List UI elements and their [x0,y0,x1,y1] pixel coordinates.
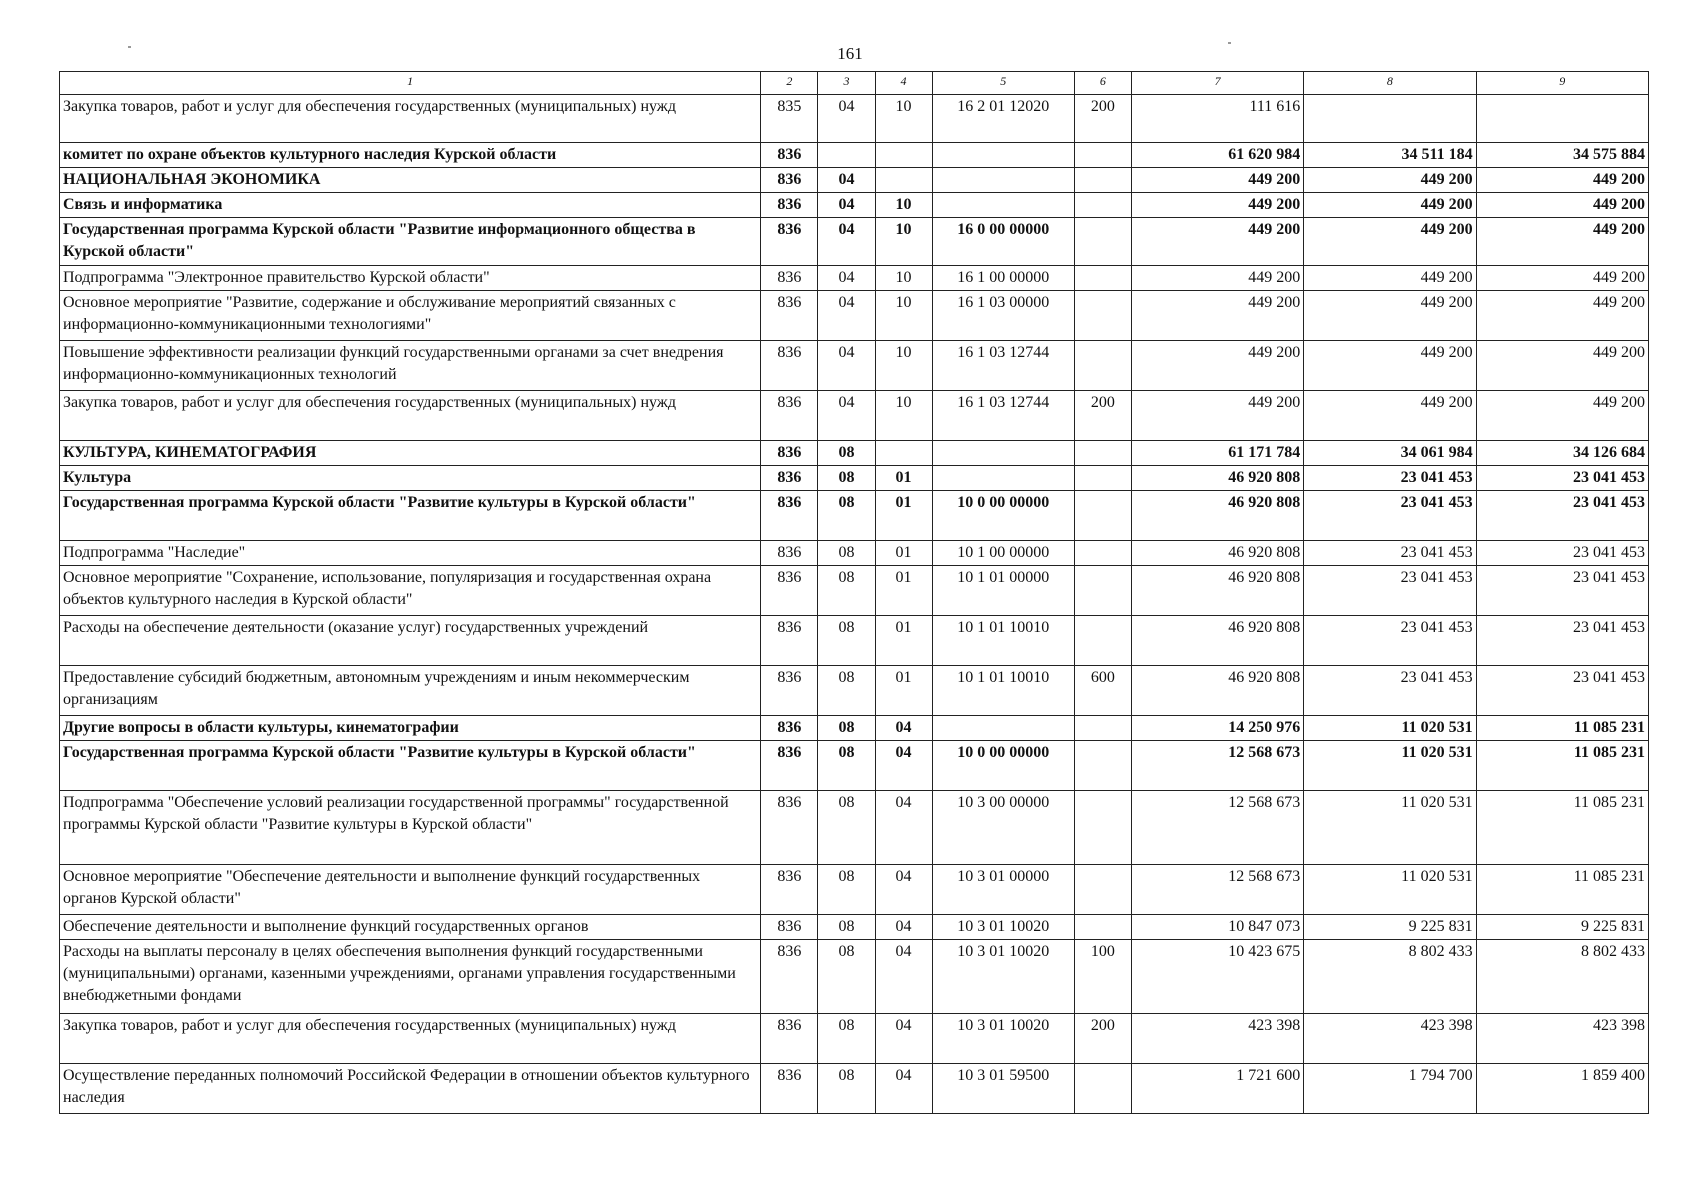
amount-col-9: 23 041 453 [1476,666,1648,716]
amount-col-9: 11 085 231 [1476,791,1648,865]
table-row [60,341,1649,391]
table-row [60,566,1649,616]
expense-type-code: 200 [1074,95,1131,143]
budget-table [59,71,1649,1114]
section-code: 04 [818,341,875,391]
subsection-code: 04 [875,865,932,915]
ministry-code: 836 [761,218,818,266]
amount-col-8: 23 041 453 [1304,566,1476,616]
amount-col-8: 23 041 453 [1304,616,1476,666]
expense-type-code [1074,266,1131,291]
ministry-code: 836 [761,791,818,865]
amount-col-9 [1476,95,1648,143]
section-code: 04 [818,291,875,341]
amount-col-9: 34 126 684 [1476,441,1648,466]
amount-col-7: 46 920 808 [1131,491,1303,541]
amount-col-8: 11 020 531 [1304,791,1476,865]
amount-col-8: 23 041 453 [1304,466,1476,491]
table-row [60,168,1649,193]
budget-item-name: Государственная программа Курской области "Развитие культуры в Курской области" [60,741,761,791]
ministry-code: 836 [761,1014,818,1064]
column-header: 4 [875,72,932,95]
table-row [60,441,1649,466]
ministry-code: 836 [761,291,818,341]
section-code: 04 [818,218,875,266]
amount-col-8: 11 020 531 [1304,741,1476,791]
section-code: 08 [818,940,875,1014]
table-row [60,193,1649,218]
amount-col-8: 8 802 433 [1304,940,1476,1014]
amount-col-9: 1 859 400 [1476,1064,1648,1114]
amount-col-9: 23 041 453 [1476,566,1648,616]
ministry-code: 836 [761,865,818,915]
ministry-code: 836 [761,466,818,491]
budget-item-name: Повышение эффективности реализации функций государственными органами за счет внедрения информационно-коммуникационных технологий [60,341,761,391]
target-article-code: 10 3 01 00000 [932,865,1074,915]
amount-col-8: 23 041 453 [1304,491,1476,541]
expense-type-code [1074,466,1131,491]
subsection-code: 04 [875,741,932,791]
budget-item-name: Государственная программа Курской области "Развитие культуры в Курской области" [60,491,761,541]
ministry-code: 836 [761,915,818,940]
expense-type-code [1074,566,1131,616]
subsection-code: 01 [875,566,932,616]
table-row [60,865,1649,915]
subsection-code: 04 [875,791,932,865]
subsection-code: 10 [875,193,932,218]
subsection-code: 01 [875,541,932,566]
table-row [60,266,1649,291]
table-row [60,940,1649,1014]
amount-col-9: 449 200 [1476,266,1648,291]
expense-type-code [1074,915,1131,940]
budget-item-name: Расходы на обеспечение деятельности (оказание услуг) государственных учреждений [60,616,761,666]
amount-col-7: 12 568 673 [1131,741,1303,791]
table-row [60,666,1649,716]
amount-col-7: 10 847 073 [1131,915,1303,940]
amount-col-9: 23 041 453 [1476,616,1648,666]
section-code: 08 [818,441,875,466]
section-code: 08 [818,541,875,566]
amount-col-8: 23 041 453 [1304,666,1476,716]
expense-type-code [1074,441,1131,466]
amount-col-8: 11 020 531 [1304,716,1476,741]
table-row [60,791,1649,865]
section-code: 08 [818,865,875,915]
target-article-code: 16 1 03 12744 [932,391,1074,441]
section-code: 08 [818,915,875,940]
budget-item-name: Связь и информатика [60,193,761,218]
amount-col-8: 449 200 [1304,168,1476,193]
subsection-code: 04 [875,1014,932,1064]
table-row [60,391,1649,441]
target-article-code [932,716,1074,741]
amount-col-9: 8 802 433 [1476,940,1648,1014]
target-article-code: 10 0 00 00000 [932,491,1074,541]
subsection-code: 04 [875,940,932,1014]
page-number: 161 [837,44,863,63]
subsection-code: 01 [875,666,932,716]
amount-col-8: 11 020 531 [1304,865,1476,915]
amount-col-8: 23 041 453 [1304,541,1476,566]
expense-type-code [1074,791,1131,865]
ministry-code: 836 [761,566,818,616]
table-row [60,1014,1649,1064]
ministry-code: 836 [761,541,818,566]
target-article-code: 10 1 00 00000 [932,541,1074,566]
budget-item-name: Основное мероприятие "Сохранение, использование, популяризация и государственная охрана объектов культурного наследия в Курской области" [60,566,761,616]
section-code: 08 [818,716,875,741]
amount-col-8: 449 200 [1304,218,1476,266]
amount-col-9: 23 041 453 [1476,541,1648,566]
target-article-code [932,466,1074,491]
budget-item-name: Государственная программа Курской области "Развитие информационного общества в Курской области" [60,218,761,266]
amount-col-8 [1304,95,1476,143]
budget-item-name: Основное мероприятие "Обеспечение деятельности и выполнение функций государственных органов Курской области" [60,865,761,915]
expense-type-code: 600 [1074,666,1131,716]
budget-item-name: комитет по охране объектов культурного наследия Курской области [60,143,761,168]
subsection-code: 04 [875,915,932,940]
amount-col-9: 23 041 453 [1476,491,1648,541]
subsection-code: 10 [875,341,932,391]
table-row [60,741,1649,791]
expense-type-code [1074,341,1131,391]
subsection-code: 10 [875,218,932,266]
expense-type-code [1074,143,1131,168]
table-row [60,1064,1649,1114]
subsection-code: 01 [875,616,932,666]
section-code [818,143,875,168]
amount-col-7: 10 423 675 [1131,940,1303,1014]
budget-item-name: НАЦИОНАЛЬНАЯ ЭКОНОМИКА [60,168,761,193]
budget-item-name: Подпрограмма "Наследие" [60,541,761,566]
budget-item-name: КУЛЬТУРА, КИНЕМАТОГРАФИЯ [60,441,761,466]
amount-col-9: 449 200 [1476,193,1648,218]
section-code: 08 [818,566,875,616]
budget-item-name: Предоставление субсидий бюджетным, автономным учреждениям и иным некоммерческим организациям [60,666,761,716]
column-header: 6 [1074,72,1131,95]
ministry-code: 836 [761,666,818,716]
amount-col-7: 46 920 808 [1131,566,1303,616]
table-row [60,143,1649,168]
amount-col-9: 11 085 231 [1476,741,1648,791]
table-row [60,218,1649,266]
expense-type-code [1074,193,1131,218]
expense-type-code [1074,616,1131,666]
target-article-code: 10 3 01 10020 [932,940,1074,1014]
section-code: 04 [818,193,875,218]
ministry-code: 836 [761,391,818,441]
column-header: 3 [818,72,875,95]
amount-col-7: 46 920 808 [1131,666,1303,716]
amount-col-7: 61 171 784 [1131,441,1303,466]
ministry-code: 835 [761,95,818,143]
target-article-code [932,143,1074,168]
budget-item-name: Закупка товаров, работ и услуг для обеспечения государственных (муниципальных) нужд [60,391,761,441]
amount-col-7: 449 200 [1131,168,1303,193]
amount-col-7: 46 920 808 [1131,466,1303,491]
budget-item-name: Закупка товаров, работ и услуг для обеспечения государственных (муниципальных) нужд [60,95,761,143]
ministry-code: 836 [761,266,818,291]
ministry-code: 836 [761,1064,818,1114]
table-row [60,716,1649,741]
amount-col-7: 449 200 [1131,218,1303,266]
amount-col-9: 11 085 231 [1476,716,1648,741]
budget-item-name: Расходы на выплаты персоналу в целях обеспечения выполнения функций государственными (муниципальными) органами, казенными учреждениями, органами управления государственными внебюджетными фондами [60,940,761,1014]
table-row [60,291,1649,341]
subsection-code: 10 [875,95,932,143]
target-article-code: 16 1 03 12744 [932,341,1074,391]
subsection-code [875,143,932,168]
subsection-code [875,441,932,466]
budget-item-name: Обеспечение деятельности и выполнение функций государственных органов [60,915,761,940]
target-article-code [932,441,1074,466]
target-article-code [932,168,1074,193]
section-code: 08 [818,466,875,491]
ministry-code: 836 [761,491,818,541]
amount-col-7: 12 568 673 [1131,865,1303,915]
amount-col-9: 34 575 884 [1476,143,1648,168]
ministry-code: 836 [761,716,818,741]
expense-type-code: 200 [1074,1014,1131,1064]
amount-col-7: 61 620 984 [1131,143,1303,168]
expense-type-code: 200 [1074,391,1131,441]
expense-type-code [1074,491,1131,541]
amount-col-8: 1 794 700 [1304,1064,1476,1114]
target-article-code: 16 2 01 12020 [932,95,1074,143]
ministry-code: 836 [761,741,818,791]
section-code: 08 [818,491,875,541]
amount-col-9: 449 200 [1476,168,1648,193]
amount-col-8: 449 200 [1304,391,1476,441]
section-code: 08 [818,791,875,865]
ministry-code: 836 [761,616,818,666]
table-body [60,95,1649,1114]
target-article-code: 10 1 01 10010 [932,666,1074,716]
budget-item-name: Закупка товаров, работ и услуг для обеспечения государственных (муниципальных) нужд [60,1014,761,1064]
subsection-code: 01 [875,491,932,541]
amount-col-8: 449 200 [1304,193,1476,218]
target-article-code: 16 1 03 00000 [932,291,1074,341]
section-code: 08 [818,666,875,716]
amount-col-8: 449 200 [1304,341,1476,391]
ministry-code: 836 [761,341,818,391]
expense-type-code: 100 [1074,940,1131,1014]
budget-item-name: Подпрограмма "Обеспечение условий реализации государственной программы" государственной программы Курской области "Развитие культуры в Курской области" [60,791,761,865]
section-code: 04 [818,95,875,143]
table-row [60,491,1649,541]
table-row [60,541,1649,566]
ministry-code: 836 [761,940,818,1014]
amount-col-9: 449 200 [1476,291,1648,341]
subsection-code: 04 [875,716,932,741]
table-row [60,95,1649,143]
amount-col-7: 449 200 [1131,391,1303,441]
table-row [60,915,1649,940]
target-article-code [932,193,1074,218]
target-article-code: 16 0 00 00000 [932,218,1074,266]
budget-item-name: Культура [60,466,761,491]
section-code: 08 [818,1064,875,1114]
amount-col-9: 449 200 [1476,341,1648,391]
budget-item-name: Осуществление переданных полномочий Российской Федерации в отношении объектов культурного наследия [60,1064,761,1114]
section-code: 08 [818,741,875,791]
amount-col-9: 11 085 231 [1476,865,1648,915]
expense-type-code [1074,168,1131,193]
amount-col-7: 46 920 808 [1131,541,1303,566]
column-header: 7 [1131,72,1303,95]
ministry-code: 836 [761,143,818,168]
budget-item-name: Основное мероприятие "Развитие, содержание и обслуживание мероприятий связанных с информационно-коммуникационными технологиями" [60,291,761,341]
amount-col-7: 449 200 [1131,341,1303,391]
expense-type-code [1074,865,1131,915]
expense-type-code [1074,716,1131,741]
target-article-code: 10 0 00 00000 [932,741,1074,791]
subsection-code: 10 [875,266,932,291]
section-code: 08 [818,616,875,666]
expense-type-code [1074,291,1131,341]
amount-col-9: 423 398 [1476,1014,1648,1064]
section-code: 04 [818,266,875,291]
target-article-code: 16 1 00 00000 [932,266,1074,291]
column-header: 1 [60,72,761,95]
amount-col-8: 449 200 [1304,266,1476,291]
column-number-row [60,72,1649,95]
section-code: 04 [818,391,875,441]
amount-col-7: 111 616 [1131,95,1303,143]
target-article-code: 10 3 01 59500 [932,1064,1074,1114]
amount-col-7: 449 200 [1131,266,1303,291]
target-article-code: 10 3 01 10020 [932,915,1074,940]
amount-col-7: 449 200 [1131,193,1303,218]
amount-col-9: 449 200 [1476,391,1648,441]
expense-type-code [1074,541,1131,566]
ministry-code: 836 [761,441,818,466]
amount-col-8: 34 061 984 [1304,441,1476,466]
amount-col-7: 423 398 [1131,1014,1303,1064]
amount-col-9: 23 041 453 [1476,466,1648,491]
amount-col-9: 449 200 [1476,218,1648,266]
column-header: 2 [761,72,818,95]
target-article-code: 10 3 00 00000 [932,791,1074,865]
ministry-code: 836 [761,193,818,218]
amount-col-9: 9 225 831 [1476,915,1648,940]
amount-col-7: 1 721 600 [1131,1064,1303,1114]
table-row [60,466,1649,491]
target-article-code: 10 1 01 10010 [932,616,1074,666]
ministry-code: 836 [761,168,818,193]
subsection-code: 10 [875,391,932,441]
target-article-code: 10 1 01 00000 [932,566,1074,616]
amount-col-7: 449 200 [1131,291,1303,341]
column-header: 8 [1304,72,1476,95]
section-code: 08 [818,1014,875,1064]
column-header: 5 [932,72,1074,95]
amount-col-8: 9 225 831 [1304,915,1476,940]
column-header: 9 [1476,72,1648,95]
subsection-code: 01 [875,466,932,491]
subsection-code [875,168,932,193]
amount-col-7: 12 568 673 [1131,791,1303,865]
subsection-code: 04 [875,1064,932,1114]
expense-type-code [1074,741,1131,791]
amount-col-8: 449 200 [1304,291,1476,341]
amount-col-8: 34 511 184 [1304,143,1476,168]
expense-type-code [1074,218,1131,266]
target-article-code: 10 3 01 10020 [932,1014,1074,1064]
amount-col-8: 423 398 [1304,1014,1476,1064]
amount-col-7: 46 920 808 [1131,616,1303,666]
amount-col-7: 14 250 976 [1131,716,1303,741]
subsection-code: 10 [875,291,932,341]
section-code: 04 [818,168,875,193]
table-row [60,616,1649,666]
expense-type-code [1074,1064,1131,1114]
budget-item-name: Другие вопросы в области культуры, кинематографии [60,716,761,741]
budget-item-name: Подпрограмма "Электронное правительство Курской области" [60,266,761,291]
